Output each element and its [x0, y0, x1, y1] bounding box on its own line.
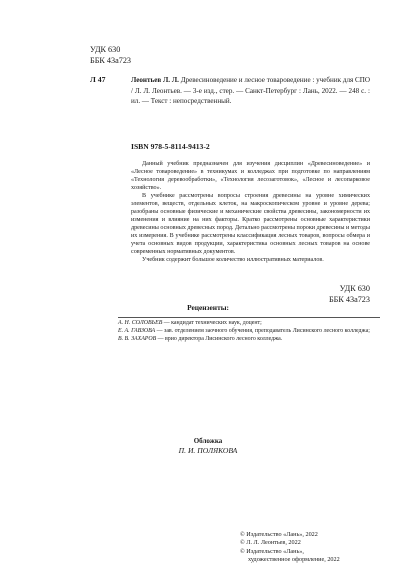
cover-credit: [0, 437, 416, 456]
copyright-line: © Л. Л. Леонтьев, 2022: [240, 539, 301, 547]
annotation: [131, 160, 370, 264]
annotation-paragraph: Данный учебник предназначен для изучения дисциплин «Древесиноведение» и «Лесное товароведение» в техникумах и колледжах при подготовке по направлениям «Технология деревообработки», «Технология лесозаготовок», «Лесное и лесопарковое хозяйство».: [131, 161, 370, 191]
bbk-code: ББК 43а723: [90, 55, 132, 65]
reviewers-heading: Рецензенты:: [187, 303, 229, 312]
classification-block-right: [329, 284, 370, 305]
divider: [118, 317, 380, 318]
reviewer-name: Е. А. ГАВЗОВА: [118, 328, 156, 334]
reviewer-title: — зав. отделением заочного обучения, преподаватель Лисинского лесного колледжа;: [156, 328, 370, 334]
reviewer-title: — кандидат технических наук, доцент;: [163, 320, 262, 326]
reviewers-list: [118, 320, 380, 343]
reviewer-name: В. В. ЗАХАРОВ: [118, 336, 157, 342]
annotation-paragraph: Учебник содержит большое количество иллюстративных материалов.: [142, 257, 324, 263]
reviewer-item: [118, 328, 380, 335]
reviewer-item: [118, 320, 380, 327]
classification-block: [90, 45, 131, 66]
cover-artist: П. И. ПОЛЯКОВА: [178, 446, 238, 455]
bibliographic-description: [131, 75, 370, 107]
author-mark: Л 47: [90, 75, 106, 84]
author-name: Леонтьев Л. Л.: [131, 76, 179, 84]
copyright-line: художественное оформление, 2022: [248, 555, 340, 563]
udk-code: УДК 630: [339, 284, 370, 293]
annotation-paragraph: В учебнике рассмотрены вопросы строения древесины на уровне химических элементов, веществ, отдельных клеток, на макроскопическом уровне и уровне дерева; разобраны основные физические и механические свойства древесины, закономерности их изменения и влияние на них факторы. Кратко рассмотрены основные характеристики древесины основных древесных пород. Детально рассмотрены пороки древесины и методы их измерения. В учебнике рассмотрены классификация лесных товаров, вопросы обмера и учета основных видов продукции, характеристика основных лесных товаров на основе современных нормативных документов.: [131, 193, 370, 255]
reviewer-item: [118, 336, 380, 343]
udk-code: УДК 630: [90, 45, 121, 54]
copyright-line: © Издательство «Лань», 2022: [240, 531, 318, 538]
copyright-line: © Издательство «Лань»,: [240, 547, 304, 555]
bbk-code: ББК 43а723: [328, 294, 370, 304]
description-text: Древесиноведение и лесное товароведение : учебник для СПО / Л. Л. Леонтьев. — 3-е изд., стер. — Санкт-Петербург : Лань, 2022. — 248 с. : ил. — Текст : непосредственный.: [131, 76, 370, 106]
isbn: ISBN 978-5-8114-9413-2: [131, 142, 210, 151]
copyright-block: [240, 531, 340, 564]
reviewer-name: А. Н. СОЛОВЬЕВ: [118, 320, 163, 326]
cover-label: Обложка: [193, 437, 223, 445]
reviewer-title: — врио директора Лисинского лесного колледжа.: [157, 336, 283, 342]
